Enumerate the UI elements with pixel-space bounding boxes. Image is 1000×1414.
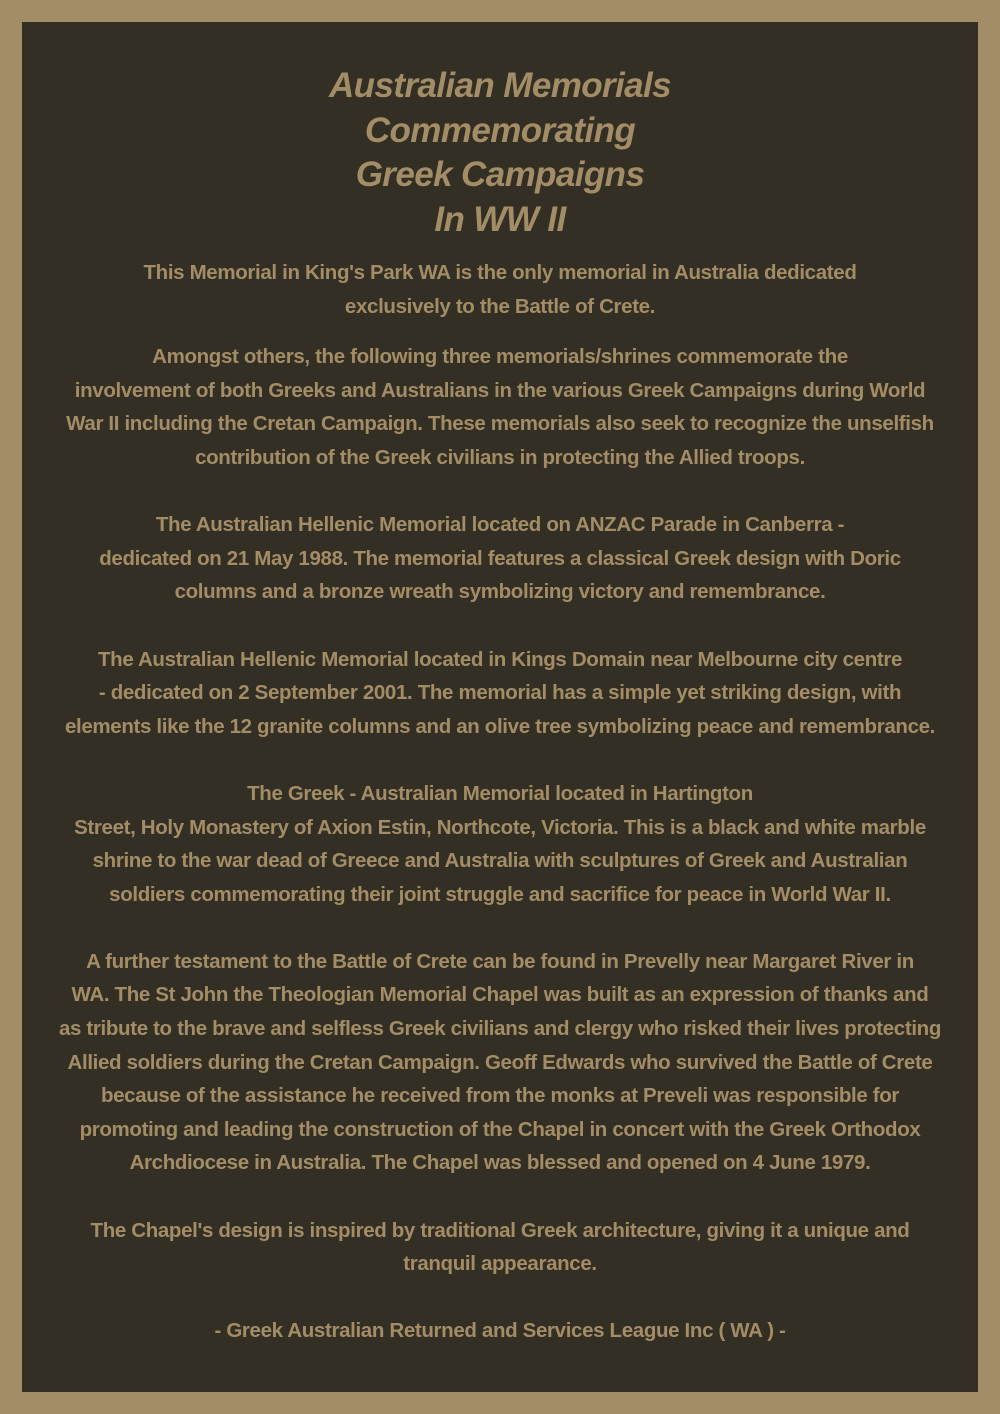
spacer [40, 323, 960, 340]
northcote-line: shrine to the war dead of Greece and Australia with sculptures of Greek and Australian [92, 849, 908, 873]
chapel-design-line: tranquil appearance. [403, 1252, 597, 1276]
melbourne-line: elements like the 12 granite columns and an olive tree symbolizing peace and remembrance. [64, 714, 936, 738]
northcote-line: Street, Holy Monastery of Axion Estin, Northcote, Victoria. This is a black and white marble [74, 815, 926, 839]
prevelly-line: Allied soldiers during the Cretan Campaign. Geoff Edwards who survived the Battle of Crete [67, 1050, 933, 1074]
melbourne-line: - dedicated on 2 September 2001. The memorial has a simple yet striking design, with [98, 681, 902, 705]
intro-paragraph [40, 256, 960, 323]
canberra-memorial-paragraph [40, 508, 960, 609]
overview-line: involvement of both Greeks and Australians in the various Greek Campaigns during World [74, 378, 926, 402]
attribution [40, 1314, 960, 1348]
canberra-line: The Australian Hellenic Memorial located on ANZAC Parade in Canberra - [155, 513, 845, 537]
prevelly-line: WA. The St John the Theologian Memorial Chapel was built as an expression of thanks and [71, 983, 929, 1007]
overview-paragraph [40, 340, 960, 474]
overview-line: Amongst others, the following three memorials/shrines commemorate the [152, 345, 848, 369]
melbourne-line: The Australian Hellenic Memorial located in Kings Domain near Melbourne city centre [97, 647, 903, 671]
northcote-line: The Greek - Australian Memorial located in Hartington [247, 781, 753, 805]
intro-line: This Memorial in King's Park WA is the only memorial in Australia dedicated [143, 261, 857, 284]
plaque-content [40, 64, 960, 1348]
prevelly-chapel-paragraph [40, 945, 960, 1180]
title-line: Commemorating [364, 110, 636, 150]
prevelly-line: promoting and leading the construction of the Chapel in concert with the Greek Orthodox [79, 1117, 921, 1141]
intro-line: exclusively to the Battle of Crete. [344, 294, 656, 318]
spacer [40, 609, 960, 643]
spacer [40, 1281, 960, 1315]
northcote-line: soldiers commemorating their joint struggle and sacrifice for peace in World War II. [109, 882, 891, 906]
spacer [40, 911, 960, 945]
prevelly-line: as tribute to the brave and selfless Greek civilians and clergy who risked their lives protecting [58, 1017, 942, 1041]
title-line: Greek Campaigns [355, 155, 645, 194]
prevelly-line: Archdiocese in Australia. The Chapel was blessed and opened on 4 June 1979. [129, 1151, 871, 1175]
chapel-design-line: The Chapel's design is inspired by traditional Greek architecture, giving it a unique and [90, 1218, 910, 1242]
spacer [40, 743, 960, 777]
overview-line: War II including the Cretan Campaign. These memorials also seek to recognize the unselfish [66, 412, 934, 436]
prevelly-line: because of the assistance he received from the monks at Preveli was responsible for [100, 1084, 900, 1108]
northcote-memorial-paragraph [40, 777, 960, 911]
title-line: Australian Memorials [329, 66, 671, 105]
title-line: In WW II [434, 199, 566, 239]
canberra-line: columns and a bronze wreath symbolizing victory and remembrance. [174, 580, 826, 604]
canberra-line: dedicated on 21 May 1988. The memorial features a classical Greek design with Doric [99, 546, 901, 570]
attribution-line: - Greek Australian Returned and Services League Inc ( WA ) - [214, 1319, 786, 1343]
plaque-panel [22, 22, 978, 1392]
spacer [40, 1180, 960, 1214]
overview-line: contribution of the Greek civilians in protecting the Allied troops. [195, 445, 805, 469]
plaque-title [40, 64, 960, 242]
chapel-design-paragraph [40, 1214, 960, 1281]
spacer [40, 475, 960, 509]
melbourne-memorial-paragraph [40, 643, 960, 744]
prevelly-line: A further testament to the Battle of Crete can be found in Prevelly near Margaret River in [86, 949, 914, 973]
